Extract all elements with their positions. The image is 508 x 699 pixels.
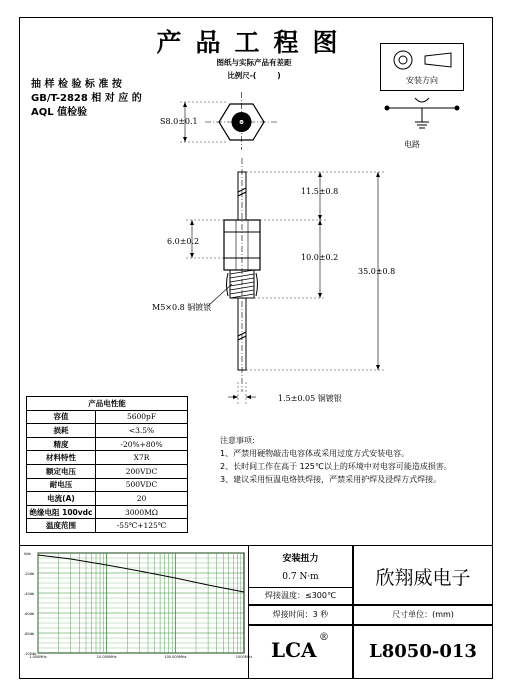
electrical-properties-table	[26, 396, 188, 533]
property-value: X7R	[96, 451, 188, 465]
standard-line: AQL 值检验	[31, 107, 88, 118]
circuit-label: 电路	[404, 140, 420, 149]
property-key: 材料特性	[27, 451, 96, 465]
standard-line: GB/T-2828 相 对 应 的	[31, 93, 142, 104]
brand-cell	[248, 625, 353, 679]
install-direction-label: 安装方向	[406, 76, 438, 85]
total-length-label: 35.0±0.8	[358, 267, 396, 276]
properties-title: 产品电性能	[27, 397, 188, 411]
note-item: 3、建议采用恒温电烙铁焊接，严禁采用护焊及浸焊方式焊接。	[220, 475, 442, 484]
property-key: 耐电压	[27, 478, 96, 492]
property-value: 5600pF	[96, 410, 188, 424]
note-item: 1、严禁用硬物敲击电容体或采用过度方式安装电容。	[220, 449, 410, 458]
brand-name: LCA	[271, 638, 317, 662]
page-title: 产品工程图	[156, 28, 352, 57]
insertion-loss-chart	[22, 549, 253, 661]
property-key: 额定电压	[27, 464, 96, 478]
chart-y-tick-label: -100db	[24, 652, 37, 656]
chart-y-tick-label: -60db	[24, 612, 35, 616]
hex-size-label: S8.0±0.1	[160, 117, 198, 126]
body-length-label: 10.0±0.2	[301, 253, 339, 262]
table-row	[27, 410, 188, 424]
filter-mechanical-drawing	[140, 92, 400, 412]
property-value: -20%+80%	[96, 437, 188, 451]
chart-x-tick-label: 1000MHz	[235, 655, 253, 659]
property-value: 20	[96, 492, 188, 506]
nut-height-label: 6.0±0.2	[167, 237, 200, 246]
company-name: 欣翔威电子	[353, 545, 493, 605]
table-row	[27, 464, 188, 478]
property-key: 损耗	[27, 424, 96, 438]
notes-title: 注意事项:	[220, 436, 255, 445]
weld-time-cell: 焊接时间：3 秒	[248, 605, 353, 625]
part-number: L8050-013	[353, 625, 493, 679]
table-row	[27, 505, 188, 519]
property-key: 温度范围	[27, 519, 96, 533]
property-value: -55℃+125℃	[96, 519, 188, 533]
drawing-note: 图纸与实际产品有差距	[216, 58, 292, 67]
property-key: 绝缘电阻 100vdc	[27, 505, 96, 519]
notes-block	[220, 434, 475, 486]
chart-y-tick-label: -20db	[24, 572, 35, 576]
property-value: 200VDC	[96, 464, 188, 478]
chart-x-tick-label: 100.000MHz	[164, 655, 187, 659]
unit-cell: 尺寸单位：(mm)	[353, 605, 493, 625]
install-direction-icon	[381, 46, 463, 76]
property-key: 精度	[27, 437, 96, 451]
chart-y-tick-label: -80db	[24, 632, 35, 636]
standard-line: 抽 样 检 验 标 准 按	[31, 79, 122, 90]
torque-label: 安装扭力	[282, 554, 319, 564]
scale-label: 比例尺-( )	[227, 71, 281, 80]
chart-x-tick-label: 10.000MHz	[96, 655, 117, 659]
install-direction-box	[380, 43, 464, 91]
property-value: <3.5%	[96, 424, 188, 438]
chart-x-tick-label: 1.000MHz	[29, 655, 47, 659]
note-item: 2、长时间工作在高于 125℃以上的环境中对电容可能造成损害。	[220, 462, 452, 471]
table-row	[27, 424, 188, 438]
table-row	[27, 478, 188, 492]
registered-mark: ®	[319, 632, 329, 643]
inspection-standard	[31, 78, 142, 120]
table-row	[27, 519, 188, 533]
wire-diameter-label: 1.5±0.05 铜镀银	[278, 394, 342, 403]
property-value: 3000MΩ	[96, 505, 188, 519]
torque-value: 0.7 N·m	[282, 572, 319, 582]
table-row	[27, 451, 188, 465]
table-row	[27, 437, 188, 451]
property-key: 容值	[27, 410, 96, 424]
thread-label: M5×0.8 铜镀银	[152, 303, 212, 312]
chart-y-tick-label: 0db	[24, 552, 31, 556]
chart-y-tick-label: -40db	[24, 592, 35, 596]
weld-temp-cell: 焊接温度：≤300℃	[248, 587, 353, 605]
property-key: 电流(A)	[27, 492, 96, 506]
table-row	[27, 492, 188, 506]
property-value: 500VDC	[96, 478, 188, 492]
top-length-label: 11.5±0.8	[301, 187, 339, 196]
